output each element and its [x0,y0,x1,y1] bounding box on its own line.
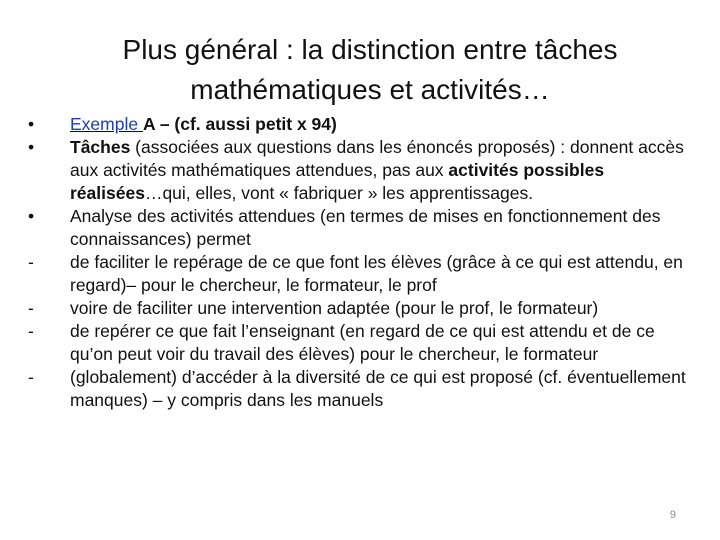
bullet-item-analyse [28,205,688,251]
dash-marker: - [28,252,34,272]
slide-title [60,30,680,110]
dash-item-reperage [28,251,688,297]
bullet-text: de repérer ce que fait l’enseignant (en regard de ce qui est attendu et de ce qu’on peut voir du travail des élèves) pour le chercheur, le formateur [70,321,655,364]
bullet-text: voire de faciliter une intervention adaptée (pour le prof, le formateur) [70,298,599,318]
activites-label: activités possibles réalisées [70,160,605,203]
dash-marker: - [28,367,34,387]
example-ref-text: – (cf. aussi [154,114,256,134]
example-label: A [142,114,155,134]
page-number: 9 [669,509,676,521]
bullet-text: Analyse des activités attendues (en termes de mises en fonctionnement des connaissances) permet [70,206,661,249]
bullet-item-taches [28,136,688,205]
bullet-item-example [28,113,688,136]
bullet-text: (globalement) d’accéder à la diversité de ce qui est proposé (cf. éventuellement manques) – y compris dans les manuels [70,367,686,410]
bullet-list [28,113,688,412]
taches-text-1: (associées aux questions dans les énoncés proposés) : donnent accès aux activités mathématiques attendues, pas aux [70,137,684,180]
taches-text-2: …qui, elles, vont « fabriquer » les apprentissages. [144,183,534,203]
bullet-text: de faciliter le repérage de ce que font les élèves (grâce à ce qui est attendu, en regard)– pour le chercheur, le formateur, le prof [70,252,683,295]
dash-marker: - [28,298,34,318]
dash-marker: - [28,321,34,341]
taches-label: Tâches [70,137,131,157]
bullet-text [70,136,688,205]
slide-title-line-1: Plus général : la distinction entre tâches [122,34,618,65]
slide-title-line-2: mathématiques et activités… [190,74,550,105]
dash-item-enseignant [28,320,688,366]
bullet-marker: • [28,137,35,157]
example-ref-bold: petit x 94) [255,114,337,134]
example-link[interactable]: Exemple [70,114,143,134]
dash-item-diversite [28,366,688,412]
bullet-marker: • [28,206,35,226]
bullet-text [70,113,688,136]
bullet-marker: • [28,114,35,134]
dash-item-intervention [28,297,688,320]
